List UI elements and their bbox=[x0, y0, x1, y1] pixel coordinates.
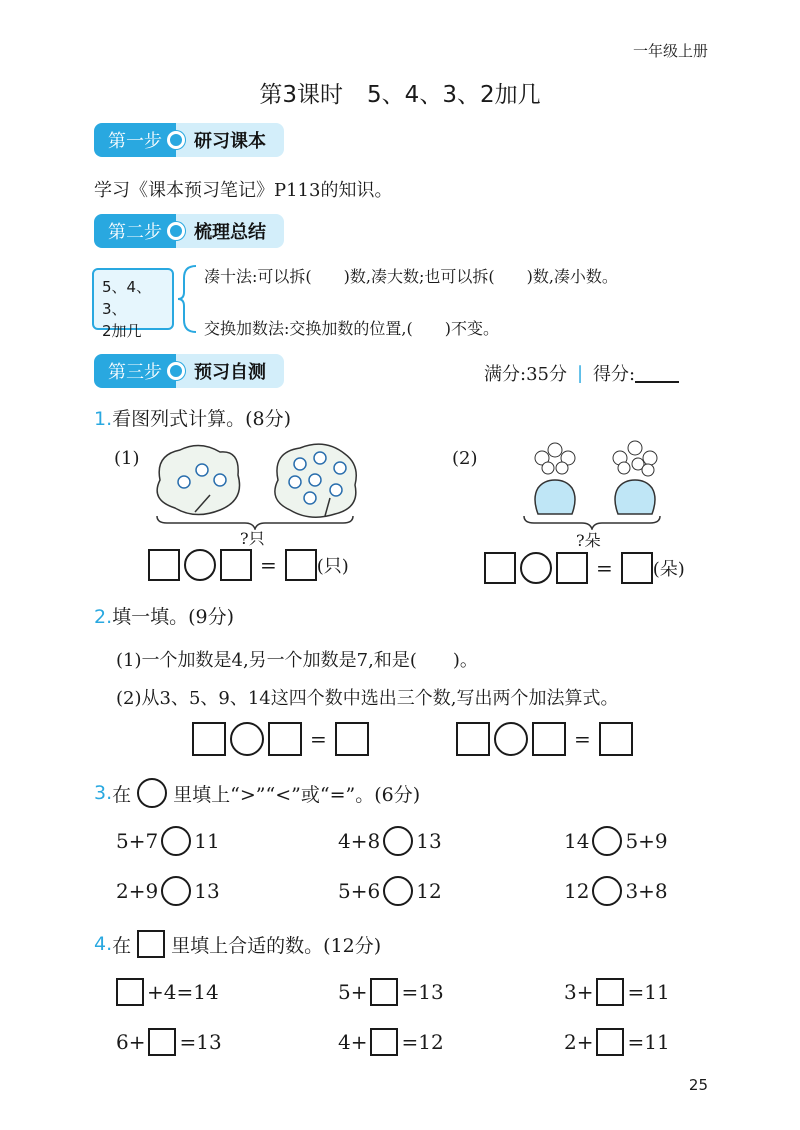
lesson-number: 第3课时 bbox=[259, 82, 344, 108]
page-number: 25 bbox=[688, 1076, 708, 1094]
full-score: 满分:35分 bbox=[484, 364, 567, 385]
q3-pre: 在 bbox=[112, 783, 132, 806]
q3-item-3 bbox=[564, 826, 668, 856]
step2-title: 梳理总结 bbox=[176, 214, 284, 248]
q1-part2-ask: ?朵 bbox=[576, 531, 601, 550]
q4-pre: 在 bbox=[112, 934, 132, 957]
q3-item-1 bbox=[116, 826, 220, 856]
answer-box[interactable] bbox=[268, 722, 302, 756]
operator-circle[interactable] bbox=[520, 552, 552, 584]
q3-right: 13 bbox=[194, 879, 220, 903]
circle-icon bbox=[137, 778, 167, 808]
q1-part2-unit: (朵) bbox=[652, 559, 685, 580]
q1-heading bbox=[94, 404, 291, 431]
vase-right-icon bbox=[613, 441, 657, 514]
q4-expr-left: 5+ bbox=[338, 980, 368, 1004]
step1-text: 学习《课本预习笔记》P113的知识。 bbox=[94, 180, 393, 201]
step-dot-icon bbox=[167, 222, 185, 240]
q4-expr-left: 2+ bbox=[564, 1030, 594, 1054]
fill-box[interactable] bbox=[370, 978, 398, 1006]
q2-text: 填一填。(9分) bbox=[112, 606, 235, 628]
q3-left: 12 bbox=[564, 879, 590, 903]
q4-expr: =13 bbox=[401, 980, 444, 1004]
step1-title: 研习课本 bbox=[176, 123, 284, 157]
q3-item-5 bbox=[338, 876, 442, 906]
q4-expr-left: 3+ bbox=[564, 980, 594, 1004]
answer-box[interactable] bbox=[556, 552, 588, 584]
q4-number: 4. bbox=[94, 933, 113, 955]
q2-equation1 bbox=[192, 722, 369, 756]
q4-item-6 bbox=[564, 1028, 670, 1056]
equals-sign: = bbox=[596, 556, 613, 580]
cabbage-left-icon bbox=[157, 445, 239, 514]
answer-box[interactable] bbox=[148, 549, 180, 581]
q2-heading bbox=[94, 602, 234, 629]
summary-line1: 凑十法:可以拆( )数,凑大数;也可以拆( )数,凑小数。 bbox=[204, 267, 618, 286]
q4-heading bbox=[94, 930, 381, 958]
q3-item-4 bbox=[116, 876, 220, 906]
compare-circle[interactable] bbox=[161, 826, 191, 856]
q4-expr-left: 4+ bbox=[338, 1030, 368, 1054]
q1-number: 1. bbox=[94, 408, 113, 430]
answer-box[interactable] bbox=[335, 722, 369, 756]
score-area bbox=[484, 360, 679, 386]
flower-vases-image bbox=[520, 440, 670, 520]
q4-expr: =13 bbox=[179, 1030, 222, 1054]
lesson-topic: 5、4、3、2加几 bbox=[367, 82, 541, 108]
compare-circle[interactable] bbox=[383, 826, 413, 856]
q4-post: 里填上合适的数。(12分) bbox=[171, 934, 382, 957]
q3-heading bbox=[94, 778, 420, 808]
q1-part1-ask: ?只 bbox=[240, 529, 265, 548]
q4-item-3 bbox=[564, 978, 670, 1006]
step3-label: 第三步 bbox=[94, 354, 176, 388]
q3-right: 11 bbox=[194, 829, 220, 853]
score-label: 得分: bbox=[593, 364, 636, 385]
q4-expr: +4=14 bbox=[147, 980, 219, 1004]
q2-sub2: (2)从3、5、9、14这四个数中选出三个数,写出两个加法算式。 bbox=[116, 688, 619, 709]
step-dot-icon bbox=[167, 131, 185, 149]
fill-box[interactable] bbox=[370, 1028, 398, 1056]
fill-box[interactable] bbox=[148, 1028, 176, 1056]
answer-box[interactable] bbox=[599, 722, 633, 756]
brace-icon bbox=[176, 262, 200, 336]
q3-item-2 bbox=[338, 826, 442, 856]
answer-box[interactable] bbox=[532, 722, 566, 756]
step2-header bbox=[94, 214, 284, 248]
q3-item-6 bbox=[564, 876, 668, 906]
fill-box[interactable] bbox=[116, 978, 144, 1006]
summary-box bbox=[92, 268, 174, 340]
compare-circle[interactable] bbox=[592, 876, 622, 906]
operator-circle[interactable] bbox=[230, 722, 264, 756]
q4-expr-left: 6+ bbox=[116, 1030, 146, 1054]
q4-item-5 bbox=[338, 1028, 444, 1056]
q4-expr: =12 bbox=[401, 1030, 444, 1054]
step3-header bbox=[94, 354, 284, 388]
q3-right: 3+8 bbox=[625, 879, 668, 903]
q3-left: 14 bbox=[564, 829, 590, 853]
lesson-title bbox=[0, 76, 800, 109]
equals-sign: = bbox=[574, 727, 591, 751]
summary-box-line2: 2加几 bbox=[102, 322, 142, 340]
q1-part2-equation bbox=[484, 552, 685, 584]
q3-left: 5+6 bbox=[338, 879, 381, 903]
q4-item-2 bbox=[338, 978, 444, 1006]
q3-right: 5+9 bbox=[625, 829, 668, 853]
step-dot-icon bbox=[167, 362, 185, 380]
equals-sign: = bbox=[260, 553, 277, 577]
q1-part1-equation bbox=[148, 549, 349, 581]
step3-title: 预习自测 bbox=[176, 354, 284, 388]
answer-box[interactable] bbox=[484, 552, 516, 584]
compare-circle[interactable] bbox=[161, 876, 191, 906]
snails-on-cabbage-image bbox=[150, 440, 360, 525]
grade-label: 一年级上册 bbox=[632, 42, 708, 60]
q4-item-4 bbox=[116, 1028, 222, 1056]
compare-circle[interactable] bbox=[592, 826, 622, 856]
q4-expr: =11 bbox=[627, 980, 670, 1004]
equals-sign: = bbox=[310, 727, 327, 751]
score-separator: | bbox=[576, 362, 584, 384]
q1-part1-tag: (1) bbox=[114, 448, 140, 469]
q3-right: 12 bbox=[416, 879, 442, 903]
score-blank[interactable] bbox=[635, 363, 679, 383]
q1-part1-unit: (只) bbox=[316, 556, 349, 577]
answer-box[interactable] bbox=[192, 722, 226, 756]
q3-left: 4+8 bbox=[338, 829, 381, 853]
summary-box-line1: 5、4、3、 bbox=[102, 278, 152, 318]
square-icon bbox=[137, 930, 165, 958]
q3-left: 2+9 bbox=[116, 879, 159, 903]
q3-left: 5+7 bbox=[116, 829, 159, 853]
operator-circle[interactable] bbox=[494, 722, 528, 756]
summary-line2: 交换加数法:交换加数的位置,( )不变。 bbox=[204, 319, 499, 338]
q4-expr: =11 bbox=[627, 1030, 670, 1054]
q2-sub1: (1)一个加数是4,另一个加数是7,和是( )。 bbox=[116, 650, 478, 671]
fill-box[interactable] bbox=[596, 1028, 624, 1056]
compare-circle[interactable] bbox=[383, 876, 413, 906]
q2-equation2 bbox=[456, 722, 633, 756]
q3-right: 13 bbox=[416, 829, 442, 853]
q4-item-1 bbox=[116, 978, 219, 1006]
vase-left-icon bbox=[535, 443, 575, 514]
answer-box[interactable] bbox=[456, 722, 490, 756]
answer-box[interactable] bbox=[285, 549, 317, 581]
operator-circle[interactable] bbox=[184, 549, 216, 581]
step1-label: 第一步 bbox=[94, 123, 176, 157]
q3-post: 里填上“>”“<”或“=”。(6分) bbox=[173, 783, 421, 806]
step2-label: 第二步 bbox=[94, 214, 176, 248]
fill-box[interactable] bbox=[596, 978, 624, 1006]
q1-part2-tag: (2) bbox=[452, 448, 478, 469]
answer-box[interactable] bbox=[621, 552, 653, 584]
q1-text: 看图列式计算。(8分) bbox=[112, 408, 292, 430]
q2-number: 2. bbox=[94, 606, 113, 628]
q3-number: 3. bbox=[94, 782, 113, 804]
step1-header bbox=[94, 123, 284, 157]
answer-box[interactable] bbox=[220, 549, 252, 581]
